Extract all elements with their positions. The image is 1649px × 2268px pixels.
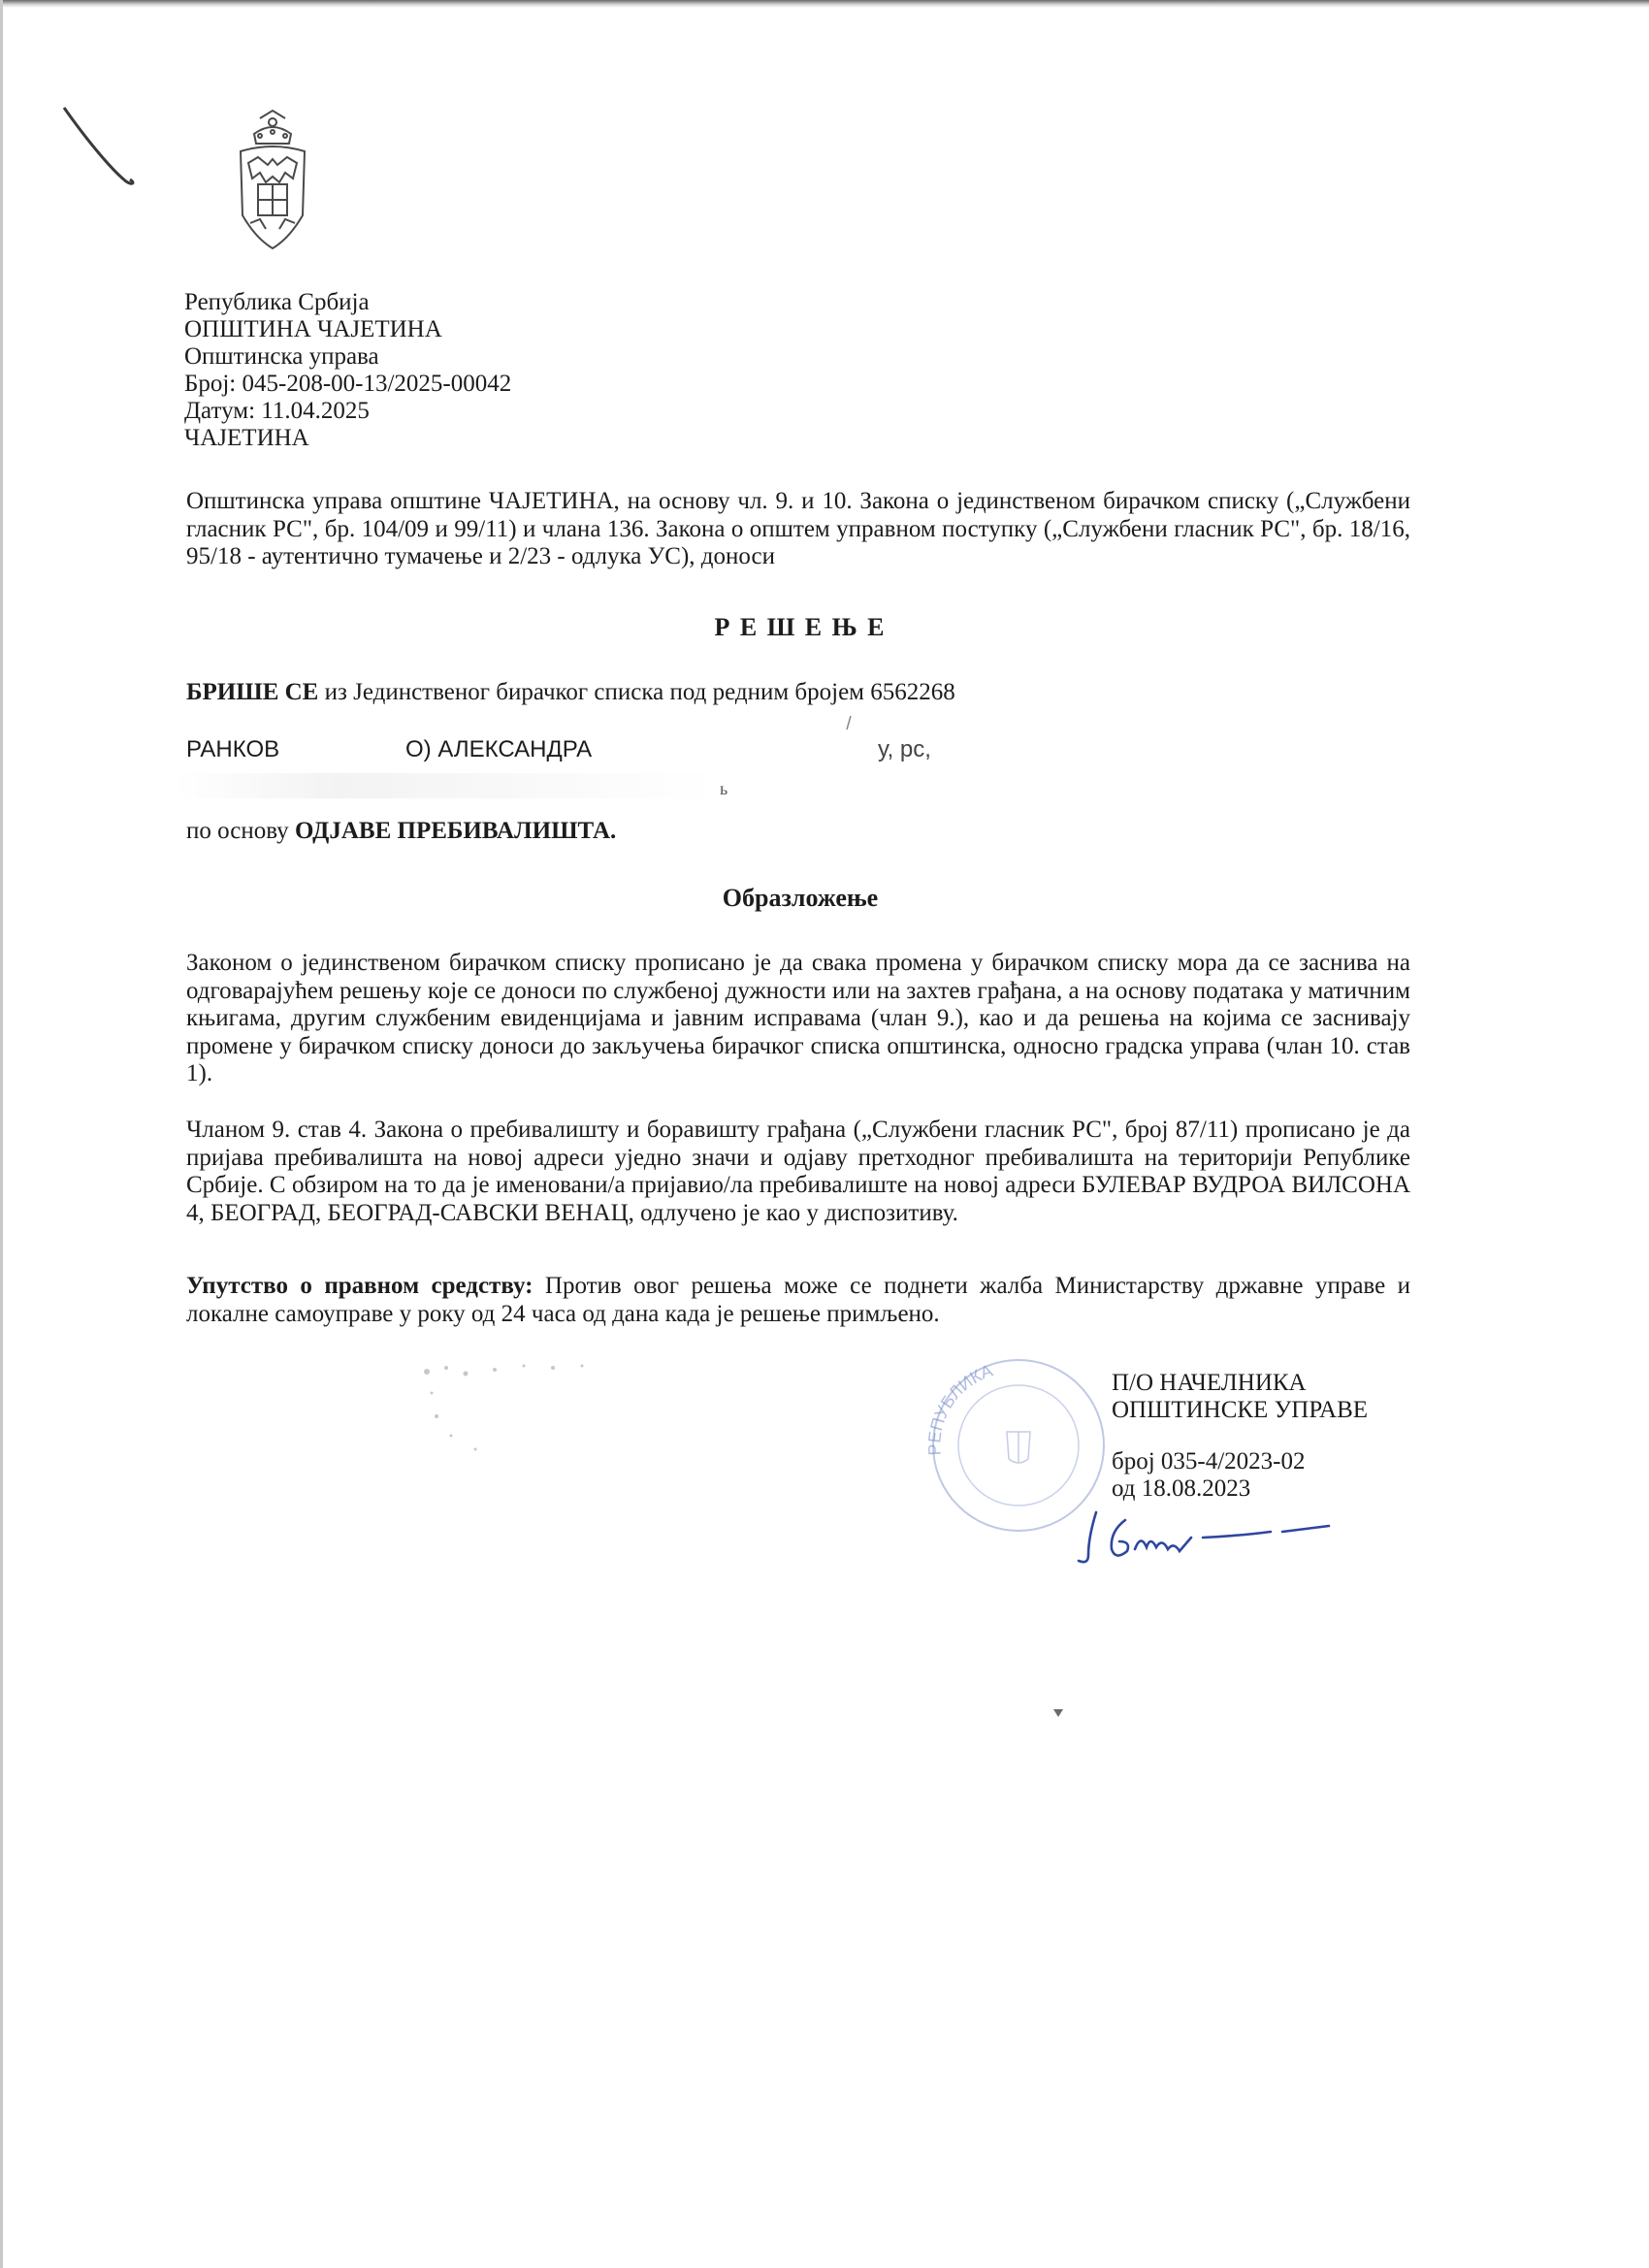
redaction-mark [829,714,858,743]
stray-mark: ь [720,779,728,798]
header-date: Датум: 11.04.2025 [184,398,370,424]
header-municipality: ОПШТИНА ЧАЈЕТИНА [184,316,442,342]
signature-block [1112,1370,1368,1503]
explanation-title: Образложење [722,884,879,912]
delete-line [186,679,955,706]
pen-mark [58,102,146,189]
explanation-paragraph-2: Чланом 9. став 4. Закона о пребивалишту и боравишту грађана („Службени гласник РС", број 87/11) прописано је да пријава пребивалишта на новој адреси уједно значи и одјаву претходног пребивалишта на територији Републике Србије. С обзиром на то да је именовани/а пријавио/ла пребивалиште на новој адреси БУЛЕВАР ВУДРОА ВИЛСОНА 4, БЕОГРАД, БЕОГРАД-САВСКИ ВЕНАЦ, одлучено је као у диспозитиву. [186,1117,1410,1226]
person-tail: у, рс, [878,736,931,762]
stray-dot [1053,1709,1063,1717]
basis-line [186,818,616,845]
header-administration: Општинска управа [184,343,379,370]
signature-line-1: П/О НАЧЕЛНИКА [1112,1370,1307,1396]
explanation-paragraph-1: Законом о јединственом бирачком списку прописано је да свака промена у бирачком списку мора да се заснива на одговарајућем решењу које се доноси по службеној дужности или на захтев грађана, а на основу података у матичним књигама, другим службеним евиденцијама и јавним исправама (члан 9.), као и да решења на којима се заснивају промене у бирачком списку доноси до закључења бирачког списка општинска, односно градска управа (члан 10. став 1). [186,950,1410,1086]
person-parent: О) АЛЕКСАНДРА [405,736,593,762]
header-country: Република Србија [184,289,370,315]
legal-remedy [186,1273,1410,1328]
decision-title: Р Е Ш Е Њ Е [714,613,887,641]
stamp-text: РЕПУБЛИКА [924,1360,995,1456]
scan-top-edge [0,0,1649,8]
header-place: ЧАЈЕТИНА [184,425,309,451]
basis-bold: ОДЈАВЕ ПРЕБИВАЛИШТА. [294,818,617,844]
signature-line-4: од 18.08.2023 [1112,1475,1251,1502]
signature-line-2: ОПШТИНСКЕ УПРАВЕ [1112,1397,1369,1423]
person-surname: РАНКОВ [186,736,280,762]
delete-label: БРИШЕ СЕ [186,679,319,705]
legal-remedy-label: Упутство о правном средству: [186,1273,534,1299]
header-block [184,289,511,452]
basis-plain: по основу [186,818,295,844]
signature-line-3: број 035-4/2023-02 [1112,1448,1306,1474]
legal-remedy-text: Против овог решења може се поднети жалба Министарству државне управе и локалне самоуправе у року од 24 часа од дана када је решење примљено. [186,1273,1410,1327]
svg-text:РЕПУБЛИКА [924,1361,995,1456]
delete-text: из Јединственог бирачког списка под редним бројем 6562268 [318,679,955,705]
scan-left-edge [0,0,3,2268]
faint-smudge [407,1358,660,1465]
handwritten-signature [1067,1499,1348,1586]
header-number: Број: 045-208-00-13/2025-00042 [184,371,512,397]
intro-paragraph: Општинска управа општине ЧАЈЕТИНА, на основу чл. 9. и 10. Закона о јединственом бирачком списку („Службени гласник РС", бр. 104/09 и 99/11) и члана 136. Закона о општем управном поступку („Службени гласник РС", бр. 18/16, 95/18 - аутентично тумачење и 2/23 - одлука УС), доноси [186,488,1410,569]
redaction-band [175,773,718,798]
coat-of-arms-icon [231,109,314,254]
